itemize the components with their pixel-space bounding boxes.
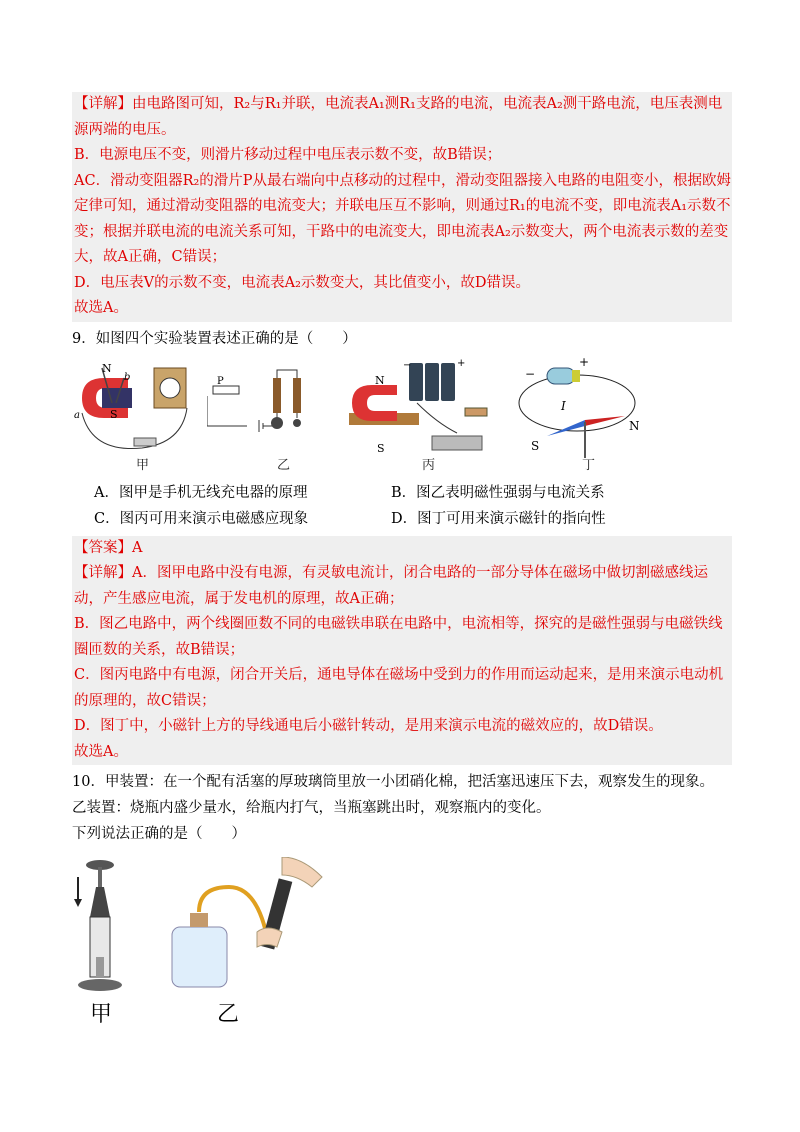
figure-yi-flask-pump <box>162 857 332 997</box>
q8-detail-text: 由电路图可知，R₂与R₁并联，电流表A₁测R₁支路的电流，电流表A₂测干路电流，电压表测电源两端的电压。 <box>74 96 723 138</box>
figure-yi-electromagnet <box>207 358 337 466</box>
q9-detail-a <box>72 561 732 612</box>
q9-answer: A <box>132 539 143 556</box>
figure-jia-fire-syringe <box>72 857 142 997</box>
label-plus: + <box>579 357 590 369</box>
label-plus: + <box>457 357 466 369</box>
q9-detail-a-text: A．图甲电路中没有电源，有灵敏电流计，闭合电路的一部分导体在磁场中做切割磁感线运动，产生感应电流，属于发电机的原理，故A正确； <box>74 565 708 607</box>
caption-yi: 乙 <box>277 457 291 473</box>
figure-jia-generator <box>72 358 192 466</box>
option-c[interactable]: C．图丙可用来演示电磁感应现象 <box>94 510 309 527</box>
label-n: N <box>375 373 385 387</box>
label-minus: − <box>525 366 536 381</box>
label-n: N <box>629 418 640 433</box>
label-p: P <box>217 375 224 387</box>
q9-answer-tag: 【答案】 <box>74 539 132 556</box>
label-s: S <box>110 407 118 421</box>
q9-figures <box>72 357 732 473</box>
label-minus: − <box>403 359 412 371</box>
q8-d-analysis: D．电压表V的示数不变，电流表A₂示数变大，其比值变小，故D错误。 <box>74 274 531 291</box>
q9-answer-line <box>72 536 732 562</box>
q8-ac-analysis: AC．滑动变阻器R₂的滑片P从最右端向中点移动的过程中，滑动变阻器接入电路的电阻变小，根据欧姆定律可知，通过滑动变阻器的电流变大；并联电压互不影响，则通过R₁的电流不变，即电流表A₁示数不变；根据并联电流的电流关系可知，干路中的电流变大，即电流表A₂示数变大，两个电流表示数的差变大，故A正确，C错误； <box>74 172 732 265</box>
caption-jia: 甲 <box>136 457 150 473</box>
label-s: S <box>531 438 540 453</box>
label-n: N <box>102 361 112 375</box>
caption-q10-yi: 乙 <box>217 1002 240 1027</box>
label-a: a <box>74 409 80 421</box>
q8-b-analysis: B．电源电压不变，则滑片移动过程中电压表示数不变，故B错误； <box>74 147 502 163</box>
caption-ding: 丁 <box>582 457 596 473</box>
q8-detail-paragraph <box>72 92 732 143</box>
q9-analysis-block <box>72 536 732 766</box>
q9-detail-tag: 【详解】 <box>74 565 132 581</box>
q9-detail-d: D．图丁中，小磁针上方的导线通电后小磁针转动，是用来演示电流的磁效应的，故D错误。 <box>74 718 663 734</box>
q8-choice: 故选A。 <box>74 300 128 316</box>
label-i: I <box>561 398 566 413</box>
option-a[interactable]: A．图甲是手机无线充电器的原理 <box>94 484 308 501</box>
caption-q10-jia: 甲 <box>90 1002 113 1027</box>
page-content <box>72 92 732 1037</box>
option-d[interactable]: D．图丁可用来演示磁针的指向性 <box>391 510 606 527</box>
q10-line2: 乙装置：烧瓶内盛少量水，给瓶内打气，当瓶塞跳出时，观察瓶内的变化。 <box>72 800 551 816</box>
q9-detail-c: C．图丙电路中有电源，闭合开关后，通电导体在磁场中受到力的作用而运动起来，是用来演示电动机的原理的，故C错误； <box>74 667 724 709</box>
q10-figures <box>72 857 732 1037</box>
q8-detail-tag: 【详解】 <box>74 96 132 112</box>
label-s: S <box>377 441 385 455</box>
q9-options <box>72 480 732 532</box>
q9-stem: 9．如图四个实验装置表述正确的是（ ） <box>72 330 357 347</box>
label-b: b <box>124 371 131 383</box>
q9-detail-b: B．图乙电路中，两个线圈匝数不同的电磁铁串联在电路中，电流相等，探究的是磁性强弱与电磁铁线圈匝数的关系，故B错误； <box>74 616 723 658</box>
figure-ding-oersted <box>517 358 647 466</box>
caption-bing: 丙 <box>422 457 436 473</box>
option-b[interactable]: B．图乙表明磁性强弱与电流关系 <box>391 484 605 501</box>
q8-analysis-block <box>72 92 732 322</box>
q10-line1: 10．甲装置：在一个配有活塞的厚玻璃筒里放一小团硝化棉，把活塞迅速压下去，观察发生的现象。 <box>72 774 714 790</box>
figure-bing-motor <box>347 358 512 466</box>
q10-line3: 下列说法正确的是（ ） <box>72 826 246 842</box>
q9-choice: 故选A。 <box>74 743 128 760</box>
